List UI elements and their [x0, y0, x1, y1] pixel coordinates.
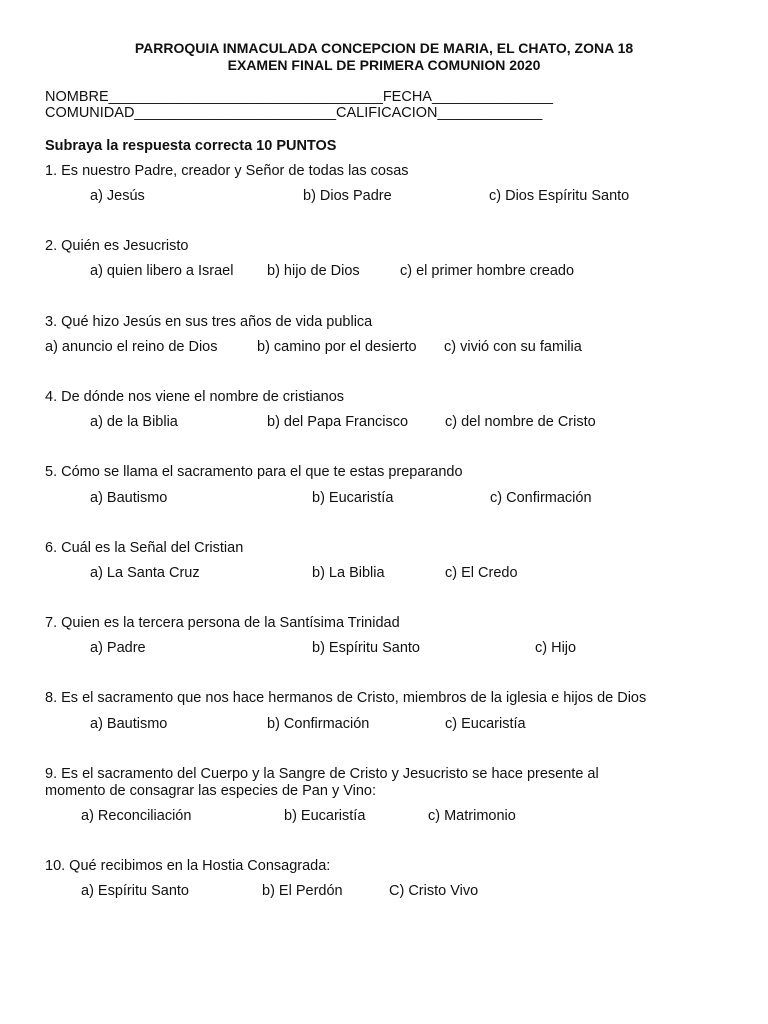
question-9-continued: momento de consagrar las especies de Pan y Vino:: [45, 783, 377, 799]
q3-option-a[interactable]: a) anuncio el reino de Dios: [45, 339, 218, 355]
q7-option-c[interactable]: c) Hijo: [535, 640, 577, 656]
comunidad-calificacion-field[interactable]: COMUNIDAD_________________________CALIFICACION_____________: [45, 105, 543, 121]
q1-option-b[interactable]: b) Dios Padre: [303, 188, 392, 204]
q9-option-b[interactable]: b) Eucaristía: [284, 808, 366, 824]
q3-option-c[interactable]: c) vivió con su familia: [444, 339, 582, 355]
question-6: 6. Cuál es la Señal del Cristian: [45, 540, 244, 556]
title-line-2: EXAMEN FINAL DE PRIMERA COMUNION 2020: [227, 57, 541, 73]
q8-option-b[interactable]: b) Confirmación: [267, 716, 370, 732]
q7-option-a[interactable]: a) Padre: [90, 640, 146, 656]
q2-option-c[interactable]: c) el primer hombre creado: [400, 263, 575, 279]
q1-option-c[interactable]: c) Dios Espíritu Santo: [489, 188, 630, 204]
q3-option-b[interactable]: b) camino por el desierto: [257, 339, 417, 355]
nombre-fecha-field[interactable]: NOMBRE__________________________________FECHA_______________: [45, 89, 553, 105]
q10-option-a[interactable]: a) Espíritu Santo: [81, 883, 189, 899]
q8-option-a[interactable]: a) Bautismo: [90, 716, 168, 732]
question-9: 9. Es el sacramento del Cuerpo y la Sangre de Cristo y Jesucristo se hace presente al: [45, 766, 599, 782]
question-4: 4. De dónde nos viene el nombre de cristianos: [45, 389, 345, 405]
question-8: 8. Es el sacramento que nos hace hermanos de Cristo, miembros de la iglesia e hijos de Dios: [45, 690, 647, 706]
title-line-1: PARROQUIA INMACULADA CONCEPCION DE MARIA, EL CHATO, ZONA 18: [134, 40, 634, 56]
q4-option-c[interactable]: c) del nombre de Cristo: [445, 414, 596, 430]
q9-option-c[interactable]: c) Matrimonio: [428, 808, 516, 824]
question-1: 1. Es nuestro Padre, creador y Señor de todas las cosas: [45, 163, 409, 179]
q6-option-b[interactable]: b) La Biblia: [312, 565, 385, 581]
question-7: 7. Quien es la tercera persona de la Santísima Trinidad: [45, 615, 400, 631]
instruction: Subraya la respuesta correcta 10 PUNTOS: [45, 138, 337, 154]
q1-option-a[interactable]: a) Jesús: [90, 188, 145, 204]
q4-option-b[interactable]: b) del Papa Francisco: [267, 414, 409, 430]
q6-option-a[interactable]: a) La Santa Cruz: [90, 565, 200, 581]
q5-option-c[interactable]: c) Confirmación: [490, 490, 592, 506]
question-3: 3. Qué hizo Jesús en sus tres años de vida publica: [45, 314, 373, 330]
q5-option-a[interactable]: a) Bautismo: [90, 490, 168, 506]
q5-option-b[interactable]: b) Eucaristía: [312, 490, 394, 506]
q10-option-c[interactable]: C) Cristo Vivo: [389, 883, 479, 899]
q2-option-b[interactable]: b) hijo de Dios: [267, 263, 360, 279]
q6-option-c[interactable]: c) El Credo: [445, 565, 518, 581]
question-5: 5. Cómo se llama el sacramento para el que te estas preparando: [45, 464, 463, 480]
q8-option-c[interactable]: c) Eucaristía: [445, 716, 526, 732]
q10-option-b[interactable]: b) El Perdón: [262, 883, 343, 899]
q4-option-a[interactable]: a) de la Biblia: [90, 414, 178, 430]
q9-option-a[interactable]: a) Reconciliación: [81, 808, 192, 824]
q2-option-a[interactable]: a) quien libero a Israel: [90, 263, 234, 279]
question-2: 2. Quién es Jesucristo: [45, 238, 189, 254]
question-10: 10. Qué recibimos en la Hostia Consagrada:: [45, 858, 331, 874]
q7-option-b[interactable]: b) Espíritu Santo: [312, 640, 420, 656]
